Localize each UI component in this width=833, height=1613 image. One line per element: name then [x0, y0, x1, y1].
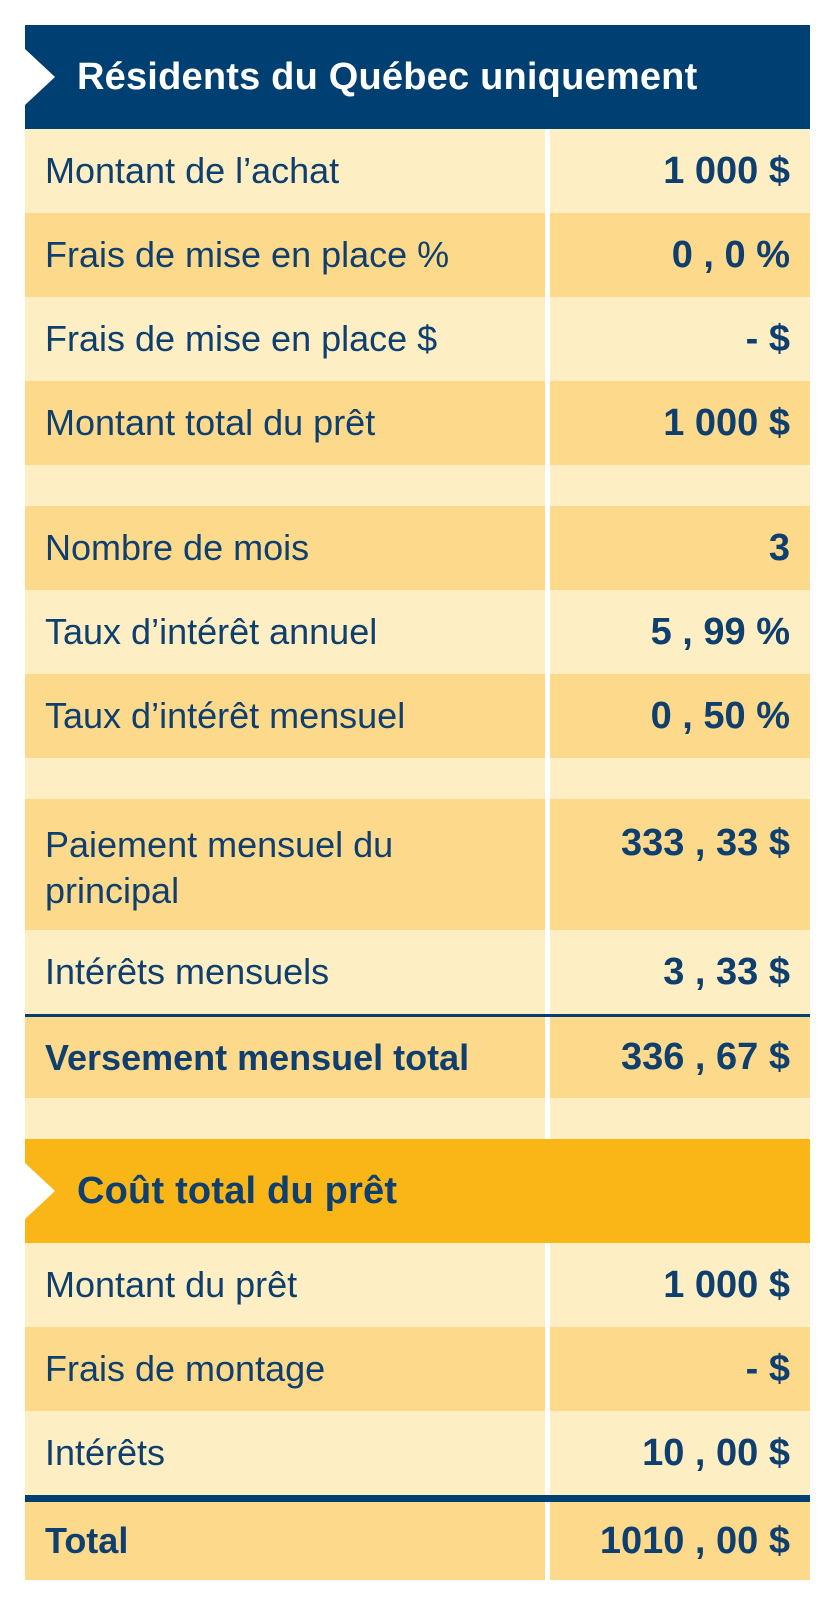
- table-row: [25, 674, 810, 758]
- row-label: Frais de mise en place $: [45, 318, 438, 359]
- row-label: Montant du prêt: [45, 1264, 298, 1305]
- table-row: [25, 381, 810, 465]
- row-value: - $: [745, 317, 790, 360]
- total-payment-row: [25, 1014, 810, 1098]
- row-label: Intérêts mensuels: [45, 951, 330, 992]
- row-value: 0 , 50 %: [650, 694, 790, 737]
- table-row: [25, 590, 810, 674]
- row-value: 10 , 00 $: [642, 1431, 790, 1474]
- section-title: Résidents du Québec uniquement: [77, 55, 698, 98]
- row-value: - $: [745, 1347, 790, 1390]
- spacer-row: [25, 758, 810, 799]
- row-value: 5 , 99 %: [650, 610, 790, 653]
- row-label: Taux d’intérêt mensuel: [45, 695, 406, 736]
- table-row: [25, 1327, 810, 1411]
- table-row: [25, 1411, 810, 1495]
- row-value: 0 , 0 %: [671, 233, 790, 276]
- table-row: [25, 506, 810, 590]
- spacer-row: [25, 465, 810, 506]
- table-row: [25, 1243, 810, 1327]
- row-label: Frais de montage: [45, 1348, 326, 1389]
- table-row: [25, 799, 810, 930]
- table-row: [25, 297, 810, 381]
- row-value: 1 000 $: [663, 401, 790, 444]
- row-value: 333 , 33 $: [620, 822, 790, 864]
- loan-summary-card: [25, 25, 810, 1580]
- row-value: 336 , 67 $: [620, 1036, 790, 1078]
- total-cost-banner: [25, 1139, 810, 1243]
- row-label: Nombre de mois: [45, 527, 310, 568]
- arrow-notch-icon: [25, 49, 55, 105]
- row-value: 1 000 $: [663, 149, 790, 192]
- row-label: Versement mensuel total: [45, 1036, 470, 1078]
- arrow-notch-icon: [25, 1163, 55, 1219]
- row-value: 1 000 $: [663, 1263, 790, 1306]
- row-label: Taux d’intérêt annuel: [45, 611, 378, 652]
- section-title: Coût total du prêt: [77, 1169, 398, 1212]
- row-label: Montant de l’achat: [45, 150, 340, 191]
- row-label: Total: [45, 1520, 129, 1561]
- row-label: Montant total du prêt: [45, 402, 376, 443]
- grand-total-row: [25, 1495, 810, 1580]
- table-row: [25, 930, 810, 1014]
- row-value: 1010 , 00 $: [599, 1519, 790, 1562]
- row-label: Paiement mensuel du principal: [45, 824, 394, 911]
- spacer-row: [25, 1098, 810, 1139]
- table-row: [25, 129, 810, 213]
- table-row: [25, 213, 810, 297]
- quebec-residents-banner: [25, 25, 810, 129]
- row-value: 3: [768, 526, 790, 569]
- row-value: 3 , 33 $: [663, 950, 790, 993]
- row-label: Frais de mise en place %: [45, 234, 450, 275]
- row-label: Intérêts: [45, 1432, 166, 1473]
